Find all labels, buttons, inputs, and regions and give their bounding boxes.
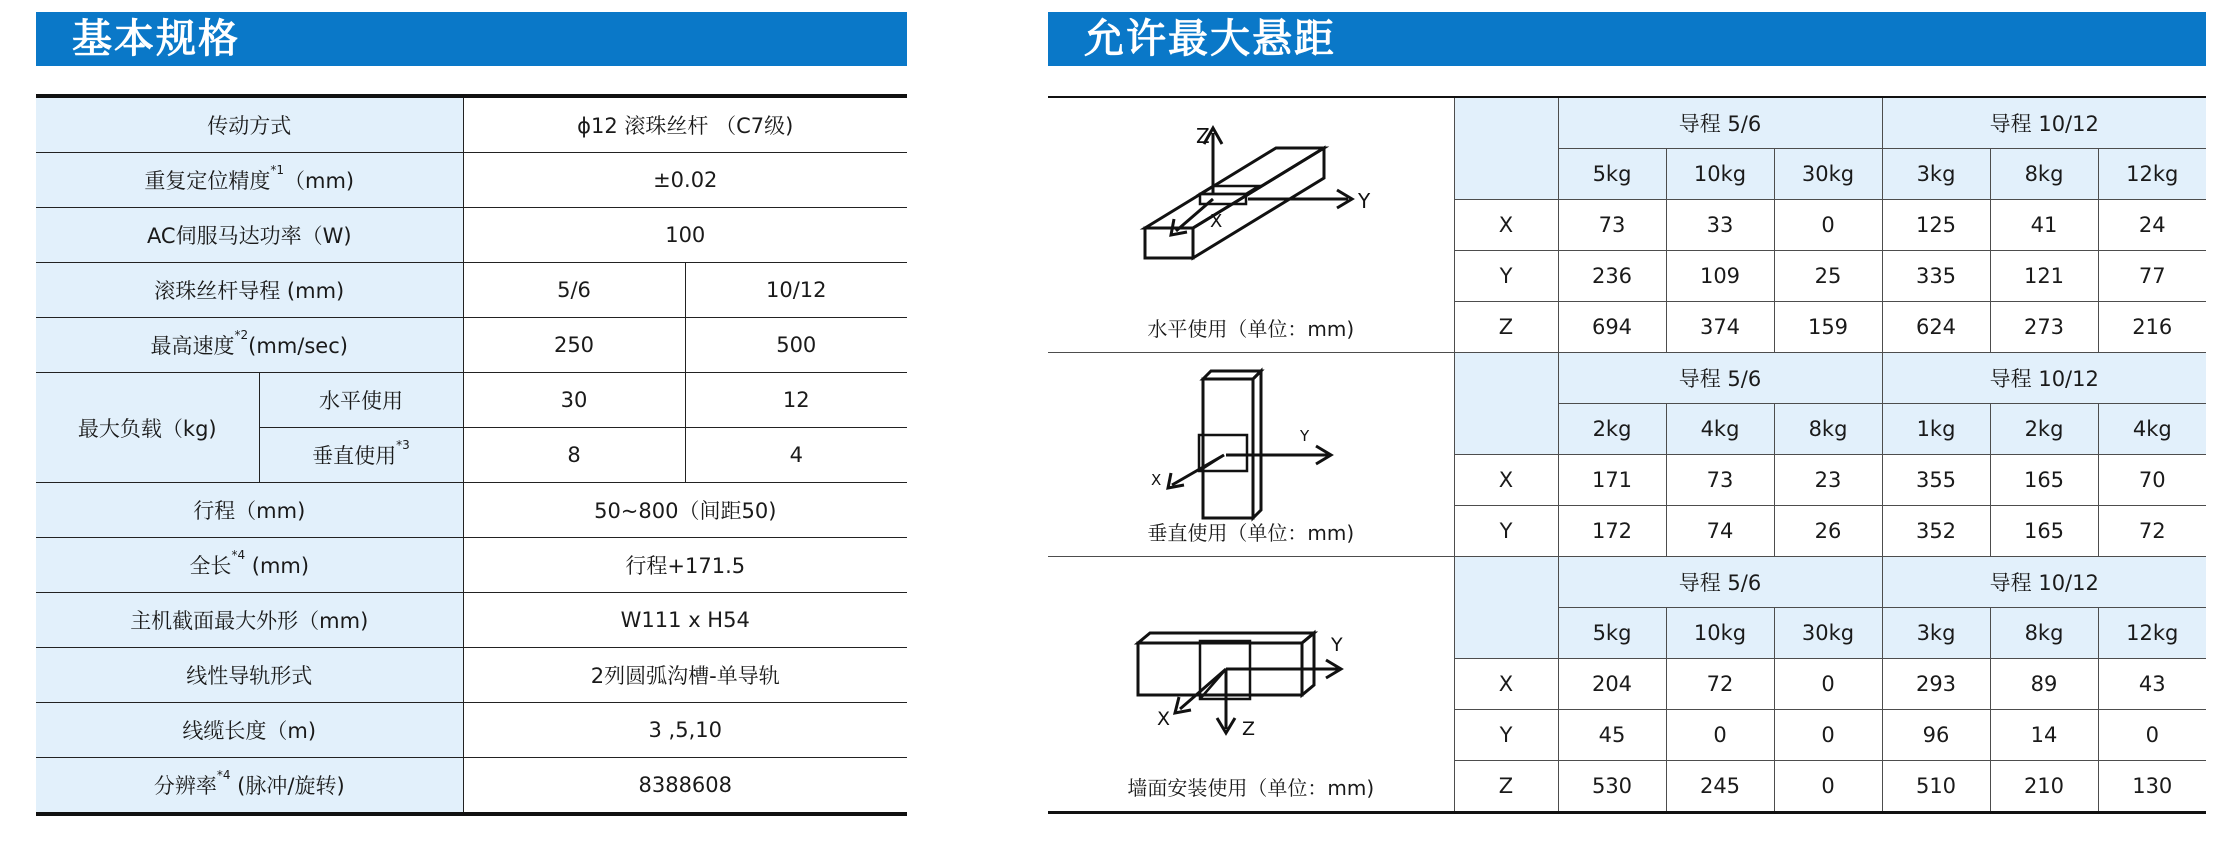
overhang-value: 355 <box>1882 455 1990 506</box>
overhang-value: 204 <box>1558 659 1666 710</box>
overhang-value: 0 <box>1774 761 1882 813</box>
overhang-table <box>1048 96 2206 814</box>
load-header: 10kg <box>1666 149 1774 200</box>
load-header: 3kg <box>1882 149 1990 200</box>
overhang-value: 73 <box>1666 455 1774 506</box>
overhang-group-row <box>1048 97 2206 149</box>
overhang-value: 172 <box>1558 506 1666 557</box>
spec-label: 分辨率$^{*4}$ (脉冲/旋转) <box>36 758 463 815</box>
overhang-value: 121 <box>1990 251 2098 302</box>
axis-label: Z <box>1454 761 1558 813</box>
axis-label: X <box>1454 659 1558 710</box>
overhang-value: 41 <box>1990 200 2098 251</box>
overhang-value: 26 <box>1774 506 1882 557</box>
overhang-value: 165 <box>1990 506 2098 557</box>
spec-row-resolution <box>36 758 907 815</box>
overhang-value: 33 <box>1666 200 1774 251</box>
lead-group-header: 导程 5/6 <box>1558 97 1882 149</box>
spec-label: 重复定位精度$^{*1}$（mm) <box>36 153 463 208</box>
overhang-value: 74 <box>1666 506 1774 557</box>
z-axis-label: Z <box>1196 124 1210 148</box>
overhang-value: 125 <box>1882 200 1990 251</box>
overhang-value: 335 <box>1882 251 1990 302</box>
spec-row-lead <box>36 263 907 318</box>
overhang-value: 0 <box>1774 659 1882 710</box>
overhang-value: 245 <box>1666 761 1774 813</box>
x-axis-label: X <box>1210 211 1223 232</box>
figure-caption: 垂直使用（单位：mm) <box>1147 521 1355 545</box>
overhang-value: 0 <box>1774 710 1882 761</box>
spec-value: 30 <box>463 373 685 428</box>
spec-value: ±0.02 <box>463 153 907 208</box>
axis-label: Y <box>1454 506 1558 557</box>
overhang-header: 允许最大悬距 <box>1048 12 2206 66</box>
load-header: 4kg <box>2098 404 2206 455</box>
y-axis-label: Y <box>1358 189 1371 213</box>
spec-row-guide <box>36 648 907 703</box>
x-axis-label: X <box>1157 708 1171 730</box>
footnote-mark: *1 <box>270 163 285 177</box>
spec-label: AC伺服马达功率（W) <box>36 208 463 263</box>
spec-row-speed <box>36 318 907 373</box>
spec-label: 全长$^{*4}$ (mm) <box>36 538 463 593</box>
horizontal-figure-cell <box>1048 97 1454 353</box>
y-axis-label: Y <box>1331 634 1343 656</box>
overhang-value: 624 <box>1882 302 1990 353</box>
load-header: 12kg <box>2098 149 2206 200</box>
load-header: 8kg <box>1990 149 2098 200</box>
load-header: 2kg <box>1558 404 1666 455</box>
overhang-value: 236 <box>1558 251 1666 302</box>
spec-value: 8 <box>463 428 685 483</box>
spec-value: 50~800（间距50) <box>463 483 907 538</box>
spec-value: W111 x H54 <box>463 593 907 648</box>
spec-row-cable <box>36 703 907 758</box>
spec-row-section <box>36 593 907 648</box>
overhang-value: 216 <box>2098 302 2206 353</box>
lead-group-header: 导程 5/6 <box>1558 557 1882 608</box>
footnote-mark: *4 <box>231 548 246 562</box>
axis-header-blank <box>1454 557 1558 659</box>
wall-mount-figure-cell <box>1048 557 1454 813</box>
spec-value: 行程+171.5 <box>463 538 907 593</box>
spec-label: 最高速度$^{*2}$(mm/sec) <box>36 318 463 373</box>
figure-caption: 墙面安装使用（单位：mm) <box>1127 776 1375 800</box>
axis-label: X <box>1454 455 1558 506</box>
spec-label: 滚珠丝杆导程 (mm) <box>36 263 463 318</box>
lead-group-header: 导程 10/12 <box>1882 97 2206 149</box>
spec-sublabel: 水平使用 <box>259 373 463 428</box>
overhang-value: 210 <box>1990 761 2098 813</box>
lead-group-header: 导程 10/12 <box>1882 353 2206 404</box>
spec-sublabel: 垂直使用$^{*3}$ <box>259 428 463 483</box>
vertical-figure-cell <box>1048 353 1454 557</box>
load-header: 30kg <box>1774 149 1882 200</box>
x-axis-label: X <box>1151 471 1162 489</box>
overhang-value: 96 <box>1882 710 1990 761</box>
spec-label: 线性导轨形式 <box>36 648 463 703</box>
spec-value: 100 <box>463 208 907 263</box>
spec-label: 行程（mm) <box>36 483 463 538</box>
footnote-mark: *4 <box>216 768 231 782</box>
spec-value: 10/12 <box>685 263 907 318</box>
axis-label: Z <box>1454 302 1558 353</box>
lead-group-header: 导程 10/12 <box>1882 557 2206 608</box>
z-axis-label: Z <box>1242 718 1256 740</box>
axis-header-blank <box>1454 97 1558 200</box>
overhang-value: 23 <box>1774 455 1882 506</box>
load-header: 8kg <box>1990 608 2098 659</box>
overhang-value: 171 <box>1558 455 1666 506</box>
basic-spec-table <box>36 94 907 816</box>
overhang-value: 130 <box>2098 761 2206 813</box>
overhang-value: 510 <box>1882 761 1990 813</box>
overhang-value: 0 <box>1666 710 1774 761</box>
spec-label: 传动方式 <box>36 96 463 153</box>
overhang-value: 72 <box>1666 659 1774 710</box>
overhang-value: 293 <box>1882 659 1990 710</box>
spec-value: 8388608 <box>463 758 907 815</box>
overhang-value: 43 <box>2098 659 2206 710</box>
overhang-group-row <box>1048 353 2206 404</box>
spec-value: ϕ12 滚珠丝杆 （C7级) <box>463 96 907 153</box>
load-header: 5kg <box>1558 608 1666 659</box>
overhang-value: 24 <box>2098 200 2206 251</box>
figure-caption: 水平使用（单位：mm) <box>1147 317 1355 341</box>
load-header: 2kg <box>1990 404 2098 455</box>
spec-label: 线缆长度（m) <box>36 703 463 758</box>
axis-label: X <box>1454 200 1558 251</box>
lead-group-header: 导程 5/6 <box>1558 353 1882 404</box>
overhang-value: 694 <box>1558 302 1666 353</box>
load-header: 10kg <box>1666 608 1774 659</box>
overhang-value: 70 <box>2098 455 2206 506</box>
overhang-value: 14 <box>1990 710 2098 761</box>
overhang-value: 109 <box>1666 251 1774 302</box>
overhang-value: 165 <box>1990 455 2098 506</box>
overhang-value: 45 <box>1558 710 1666 761</box>
axis-label: Y <box>1454 710 1558 761</box>
load-header: 5kg <box>1558 149 1666 200</box>
overhang-value: 77 <box>2098 251 2206 302</box>
footnote-mark: *3 <box>396 438 410 452</box>
axis-label: Y <box>1454 251 1558 302</box>
spec-value: 250 <box>463 318 685 373</box>
spec-row-drive <box>36 96 907 153</box>
load-header: 30kg <box>1774 608 1882 659</box>
load-header: 8kg <box>1774 404 1882 455</box>
load-header: 12kg <box>2098 608 2206 659</box>
overhang-value: 0 <box>1774 200 1882 251</box>
spec-value: 3 ,5,10 <box>463 703 907 758</box>
spec-row-length <box>36 538 907 593</box>
load-header: 3kg <box>1882 608 1990 659</box>
spec-value: 12 <box>685 373 907 428</box>
overhang-value: 89 <box>1990 659 2098 710</box>
spec-value: 500 <box>685 318 907 373</box>
overhang-value: 530 <box>1558 761 1666 813</box>
y-axis-label: Y <box>1300 427 1310 445</box>
spec-label: 主机截面最大外形（mm) <box>36 593 463 648</box>
spec-value: 5/6 <box>463 263 685 318</box>
basic-spec-header: 基本规格 <box>36 12 907 66</box>
spec-row-repeat <box>36 153 907 208</box>
overhang-value: 72 <box>2098 506 2206 557</box>
spec-row-motor <box>36 208 907 263</box>
overhang-value: 273 <box>1990 302 2098 353</box>
overhang-group-row <box>1048 557 2206 608</box>
overhang-value: 352 <box>1882 506 1990 557</box>
axis-header-blank <box>1454 353 1558 455</box>
overhang-value: 159 <box>1774 302 1882 353</box>
overhang-value: 25 <box>1774 251 1882 302</box>
load-header: 4kg <box>1666 404 1774 455</box>
spec-value: 2列圆弧沟槽-单导轨 <box>463 648 907 703</box>
spec-label: 最大负载（kg) <box>36 373 259 483</box>
footnote-mark: *2 <box>234 328 249 342</box>
spec-row-stroke <box>36 483 907 538</box>
load-header: 1kg <box>1882 404 1990 455</box>
spec-value: 4 <box>685 428 907 483</box>
spec-row-load-horizontal <box>36 373 907 428</box>
overhang-value: 0 <box>2098 710 2206 761</box>
overhang-value: 374 <box>1666 302 1774 353</box>
overhang-value: 73 <box>1558 200 1666 251</box>
